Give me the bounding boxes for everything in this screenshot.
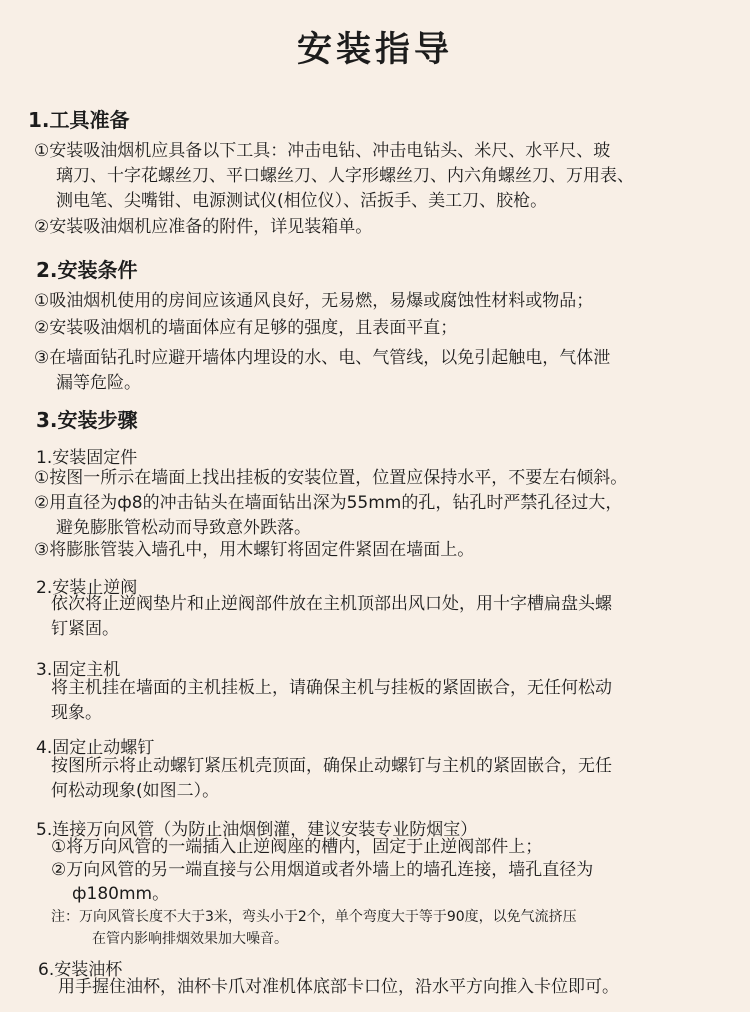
step-2-line-1: 依次将止逆阀垫片和止逆阀部件放在主机顶部出风口处，用十字槽扁盘头螺: [51, 594, 612, 614]
conditions-item-2: ②安装吸油烟机的墙面体应有足够的强度，且表面平直；: [34, 318, 458, 338]
tools-item-1-line-1: ①安装吸油烟机应具备以下工具：冲击电钻、冲击电钻头、米尺、水平尺、玻: [34, 141, 611, 161]
step-2-line-2: 钉紧固。: [51, 619, 119, 639]
tools-item-2: ②安装吸油烟机应准备的附件，详见装箱单。: [34, 217, 373, 237]
step-1-line-4: ③将膨胀管装入墙孔中，用木螺钉将固定件紧固在墙面上。: [34, 540, 475, 560]
step-5-line-3: ф180mm。: [72, 884, 170, 904]
tools-item-1-line-2: 璃刀、十字花螺丝刀、平口螺丝刀、人字形螺丝刀、内六角螺丝刀、万用表、: [56, 166, 634, 186]
step-2-heading: 2.安装止逆阀: [36, 578, 138, 598]
step-5-note-line-1: 注：万向风管长度不大于3米，弯头小于2个，单个弯度大于等于90度，以免气流挤压: [51, 909, 577, 925]
step-1-heading: 1.安装固定件: [36, 448, 138, 468]
step-3-line-2: 现象。: [51, 703, 102, 723]
step-6-heading: 6.安装油杯: [38, 960, 123, 980]
step-6-line-1: 用手握住油杯，油杯卡爪对准机体底部卡口位，沿水平方向推入卡位即可。: [58, 977, 619, 997]
step-1-line-1: ①按图一所示在墙面上找出挂板的安装位置，位置应保持水平，不要左右倾斜。: [34, 468, 628, 488]
step-5-line-1: ①将万向风管的一端插入止逆阀座的槽内，固定于止逆阀部件上；: [51, 837, 543, 857]
tools-item-1-line-3: 测电笔、尖嘴钳、电源测试仪(相位仪）、活扳手、美工刀、胶枪。: [56, 191, 548, 211]
step-5-note-line-2: 在管内影响排烟效果加大噪音。: [92, 931, 288, 947]
step-3-line-1: 将主机挂在墙面的主机挂板上，请确保主机与挂板的紧固嵌合，无任何松动: [51, 678, 612, 698]
step-4-line-2: 何松动现象(如图二）。: [51, 781, 220, 801]
page-title: 安装指导: [296, 30, 453, 70]
section-heading-steps: 3.安装步骤: [36, 408, 138, 432]
conditions-item-3-line-1: ③在墙面钻孔时应避开墙体内埋设的水、电、气管线，以免引起触电，气体泄: [34, 348, 611, 368]
step-4-line-1: 按图所示将止动螺钉紧压机壳顶面，确保止动螺钉与主机的紧固嵌合，无任: [51, 756, 612, 776]
step-1-line-2: ②用直径为ф8的冲击钻头在墙面钻出深为55mm的孔，钻孔时严禁孔径过大，: [34, 493, 623, 513]
conditions-item-3-line-2: 漏等危险。: [56, 373, 141, 393]
section-heading-tools: 1.工具准备: [28, 108, 130, 132]
step-5-line-2: ②万向风管的另一端直接与公用烟道或者外墙上的墙孔连接，墙孔直径为: [51, 860, 594, 880]
step-5-heading: 5.连接万向风管（为防止油烟倒灌，建议安装专业防烟宝）: [36, 820, 478, 840]
step-1-line-3: 避免膨胀管松动而导致意外跌落。: [56, 518, 311, 538]
section-heading-conditions: 2.安装条件: [36, 258, 138, 282]
step-4-heading: 4.固定止动螺钉: [36, 738, 155, 758]
conditions-item-1: ①吸油烟机使用的房间应该通风良好，无易燃，易爆或腐蚀性材料或物品；: [34, 291, 594, 311]
step-3-heading: 3.固定主机: [36, 660, 121, 680]
